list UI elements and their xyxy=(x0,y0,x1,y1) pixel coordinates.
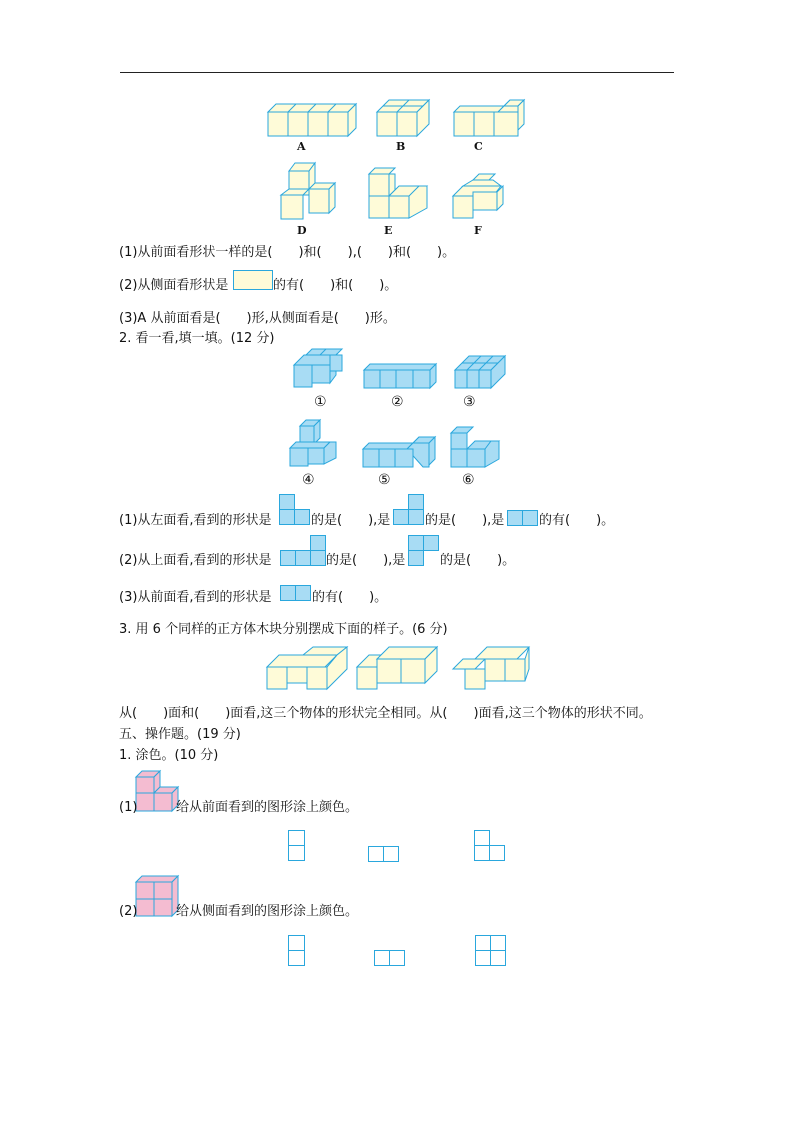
figure-6 xyxy=(451,427,501,467)
label-A: A xyxy=(297,140,306,153)
figure-C xyxy=(454,100,526,136)
top-rule xyxy=(120,72,674,73)
figure-E xyxy=(369,168,429,218)
figure-s3-2 xyxy=(357,647,437,689)
s2-q2-c: 的是( )。 xyxy=(440,553,516,568)
label-3: ③ xyxy=(463,394,476,410)
s2-q2-a: (2)从上面看,看到的形状是 xyxy=(119,553,272,568)
s2-q1-d: 的有( )。 xyxy=(539,513,615,528)
option-l-shape[interactable] xyxy=(474,830,506,862)
s2-q3-b: 的有( )。 xyxy=(312,590,388,605)
option2-horizontal-two[interactable] xyxy=(374,950,406,966)
figure-s3-1 xyxy=(267,647,347,689)
s2-q1-a: (1)从左面看,看到的形状是 xyxy=(119,513,272,528)
figure-5 xyxy=(363,437,435,467)
label-4: ④ xyxy=(302,472,315,488)
label-6: ⑥ xyxy=(462,472,475,488)
label-C: C xyxy=(474,140,483,153)
label-5: ⑤ xyxy=(378,472,391,488)
shape-two-squares-front-icon xyxy=(280,585,312,601)
figure-D xyxy=(281,163,337,219)
label-B: B xyxy=(396,140,406,153)
shape-two-squares-icon xyxy=(507,510,539,526)
shape-three-top-icon xyxy=(280,535,326,567)
s2-q1-b: 的是( ),是 xyxy=(311,513,391,528)
rectangle-shape-icon xyxy=(233,270,273,290)
option2-vertical-two[interactable] xyxy=(288,935,306,967)
s3-answer: 从( )面和( )面看,这三个物体的形状完全相同。从( )面看,这三个物体的形状不同。 xyxy=(119,706,652,721)
figure-pink-2 xyxy=(136,876,178,916)
s5-q2-text: 给从侧面看到的图形涂上颜色。 xyxy=(176,904,359,919)
s1-q2-pre: (2)从侧面看形状是 xyxy=(119,278,229,293)
figure-3 xyxy=(455,356,505,388)
label-E: E xyxy=(384,224,393,237)
shape-l-icon xyxy=(279,494,311,526)
s5-q1-text: 给从前面看到的图形涂上颜色。 xyxy=(176,800,359,815)
s1-q1: (1)从前面看形状一样的是( )和( ),( )和( )。 xyxy=(119,245,456,260)
figure-A xyxy=(268,104,358,136)
label-F: F xyxy=(474,224,482,237)
label-D: D xyxy=(297,224,307,237)
figure-2 xyxy=(364,364,436,388)
figure-F xyxy=(453,174,515,218)
option-vertical-two[interactable] xyxy=(288,830,306,862)
option2-square-four[interactable] xyxy=(475,935,507,967)
s5-heading: 五、操作题。(19 分) xyxy=(119,727,241,742)
s1-q3: (3)A 从前面看是( )形,从侧面看是( )形。 xyxy=(119,311,396,326)
figure-s3-3 xyxy=(453,647,529,689)
s2-q3-a: (3)从前面看,看到的形状是 xyxy=(119,590,272,605)
shape-reverse-l-icon xyxy=(393,494,425,526)
figure-pink-1 xyxy=(136,771,178,811)
label-1: ① xyxy=(314,394,327,410)
option-horizontal-two[interactable] xyxy=(368,846,400,862)
s2-heading: 2. 看一看,填一填。(12 分) xyxy=(119,331,275,346)
label-2: ② xyxy=(391,394,404,410)
s2-q2-b: 的是( ),是 xyxy=(326,553,406,568)
figure-4 xyxy=(290,420,338,466)
s3-heading: 3. 用 6 个同样的正方体木块分别摆成下面的样子。(6 分) xyxy=(119,622,448,637)
s5-sub-heading: 1. 涂色。(10 分) xyxy=(119,748,219,763)
s1-q2-post: 的有( )和( )。 xyxy=(273,278,398,293)
s5-q1-num: (1) xyxy=(119,800,138,815)
s5-q2-num: (2) xyxy=(119,904,138,919)
figure-1 xyxy=(294,349,346,387)
shape-step-icon xyxy=(408,535,440,567)
s2-q1-c: 的是( ),是 xyxy=(425,513,505,528)
figure-B xyxy=(377,100,433,136)
